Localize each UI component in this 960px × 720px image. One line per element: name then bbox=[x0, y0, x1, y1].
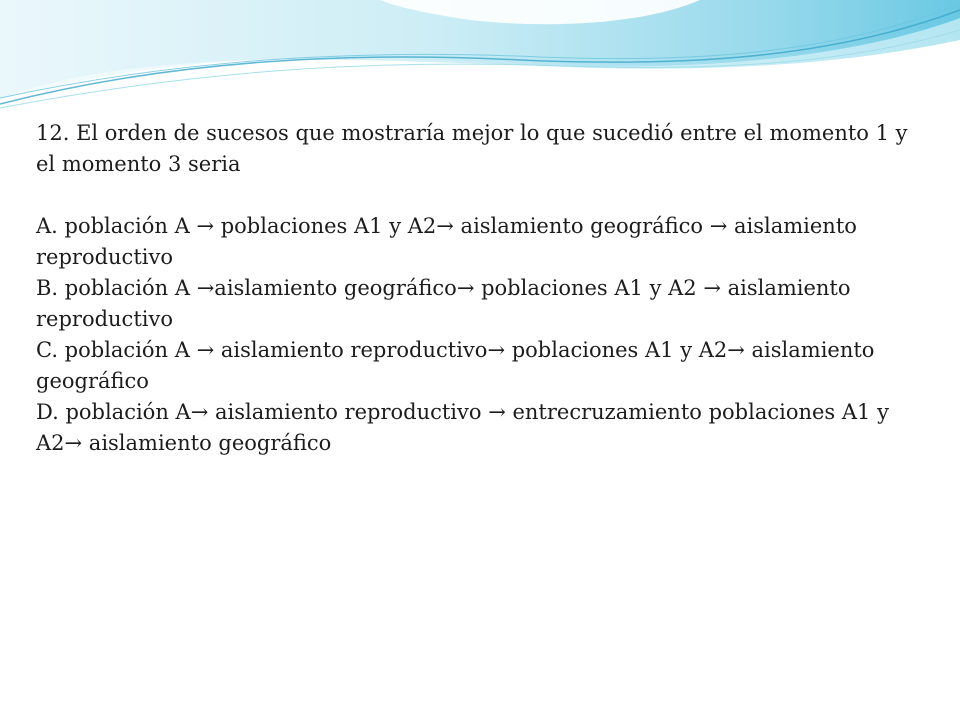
option-a: A. población A → poblaciones A1 y A2→ aislamiento geográfico → aislamiento reproductivo bbox=[36, 214, 857, 269]
question-text: 12. El orden de sucesos que mostraría mejor lo que sucedió entre el momento 1 y el momento 3 seria bbox=[36, 121, 908, 176]
option-d: D. población A→ aislamiento reproductivo → entrecruzamiento poblaciones A1 y A2→ aislamiento geográfico bbox=[36, 400, 889, 455]
slide-body bbox=[36, 118, 916, 459]
option-b: B. población A →aislamiento geográfico→ poblaciones A1 y A2 → aislamiento reproductivo bbox=[36, 276, 851, 331]
header-wave-decoration bbox=[0, 0, 960, 120]
option-c: C. población A → aislamiento reproductivo→ poblaciones A1 y A2→ aislamiento geográfico bbox=[36, 338, 875, 393]
